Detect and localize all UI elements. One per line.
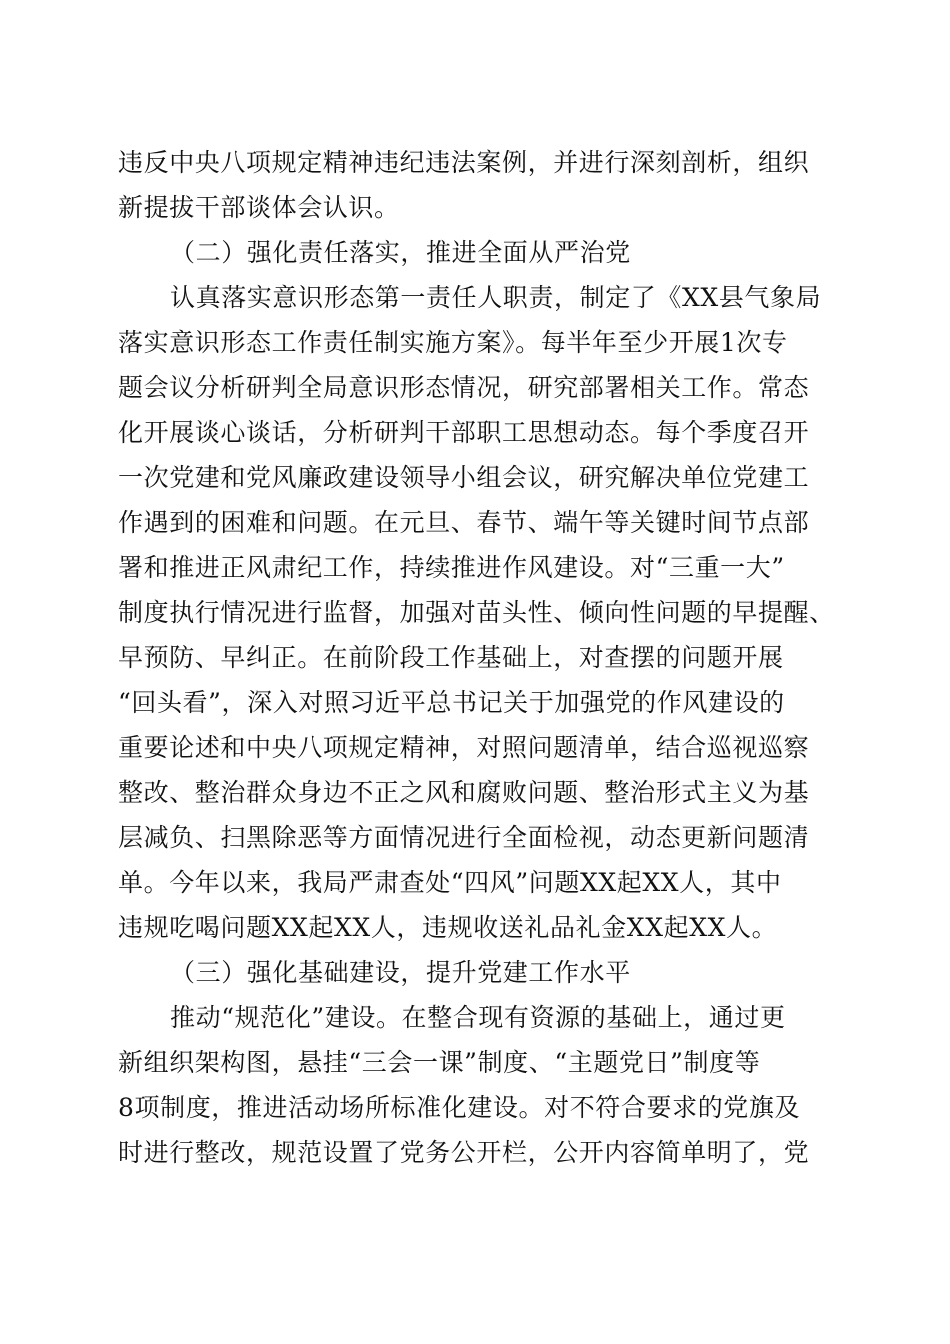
section-heading-2: （二）强化责任落实，推进全面从严治党 <box>170 238 631 267</box>
paragraph-line: 早预防、早纠正。在前阶段工作基础上，对查摆的问题开展 <box>118 643 784 672</box>
paragraph-line: 认真落实意识形态第一责任人职责，制定了《XX县气象局 <box>170 283 822 312</box>
paragraph-line: 新提拔干部谈体会认识。 <box>118 193 400 222</box>
paragraph-line: 整改、整治群众身边不正之风和腐败问题、整治形式主义为基 <box>118 778 810 807</box>
paragraph-line: “回头看”，深入对照习近平总书记关于加强党的作风建设的 <box>118 688 785 717</box>
paragraph-line: 推动“规范化”建设。在整合现有资源的基础上，通过更 <box>170 1003 786 1032</box>
paragraph-line: 单。今年以来，我局严肃查处“四风”问题XX起XX人，其中 <box>118 868 782 897</box>
paragraph-line: 层减负、扫黑除恶等方面情况进行全面检视，动态更新问题清 <box>118 823 810 852</box>
paragraph-line: 一次党建和党风廉政建设领导小组会议，研究解决单位党建工 <box>118 463 810 492</box>
paragraph-line: 制度执行情况进行监督，加强对苗头性、倾向性问题的早提醒、 <box>118 598 835 627</box>
paragraph-line: 时进行整改，规范设置了党务公开栏，公开内容简单明了，党 <box>118 1138 810 1167</box>
paragraph-line: 作遇到的困难和问题。在元旦、春节、端午等关键时间节点部 <box>118 508 810 537</box>
paragraph-line: 违反中央八项规定精神违纪违法案例，并进行深刻剖析，组织 <box>118 148 810 177</box>
paragraph-line: 新组织架构图，悬挂“三会一课”制度、“主题党日”制度等 <box>118 1048 761 1077</box>
paragraph-line: 重要论述和中央八项规定精神，对照问题清单，结合巡视巡察 <box>118 733 810 762</box>
paragraph-line: 化开展谈心谈话，分析研判干部职工思想动态。每个季度召开 <box>118 418 810 447</box>
paragraph-line: 8项制度，推进活动场所标准化建设。对不符合要求的党旗及 <box>118 1093 801 1122</box>
paragraph-line: 落实意识形态工作责任制实施方案》。每半年至少开展1次专 <box>118 328 788 357</box>
paragraph-line: 题会议分析研判全局意识形态情况，研究部署相关工作。常态 <box>118 373 810 402</box>
paragraph-line: 署和推进正风肃纪工作，持续推进作风建设。对“三重一大” <box>118 553 785 582</box>
paragraph-line: 违规吃喝问题XX起XX人，违规收送礼品礼金XX起XX人。 <box>118 913 778 942</box>
section-heading-3: （三）强化基础建设，提升党建工作水平 <box>170 958 631 987</box>
